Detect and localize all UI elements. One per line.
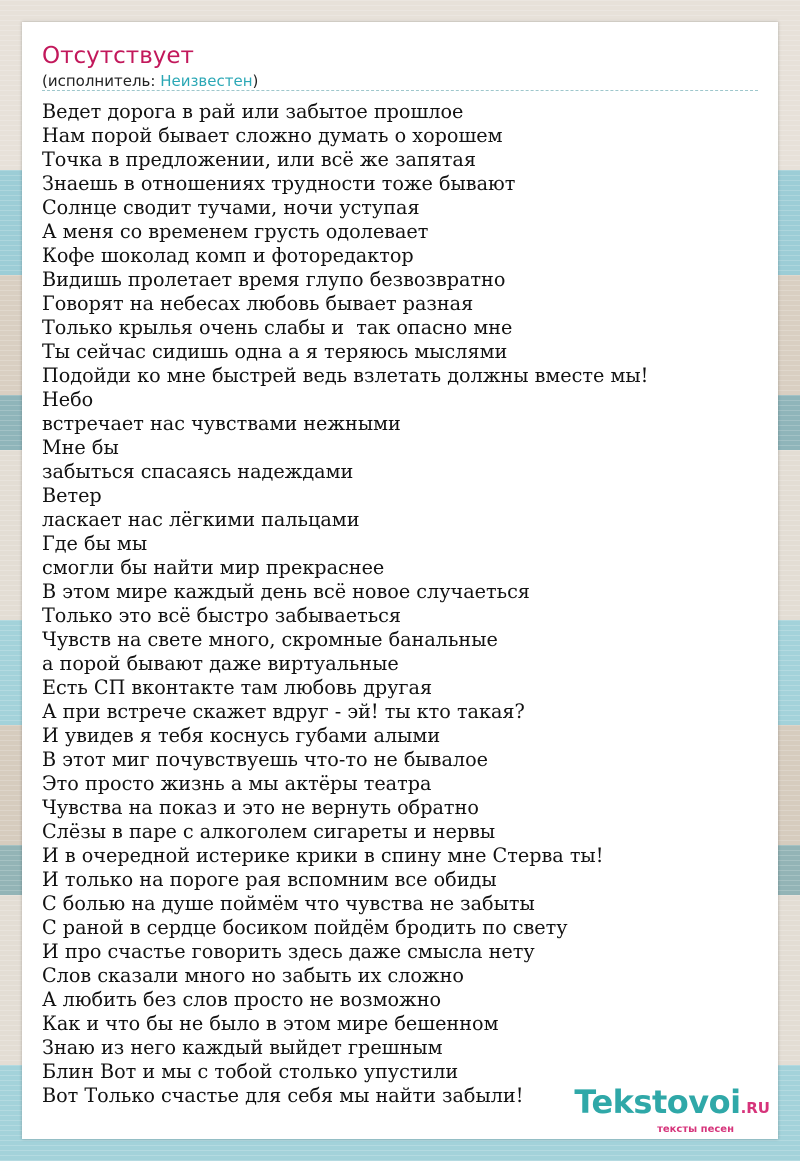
lyric-line: Как и что бы не было в этом мире бешенном xyxy=(42,1012,499,1035)
lyric-line: Мне бы xyxy=(42,436,119,459)
lyric-line: Только это всё быстро забываеться xyxy=(42,604,401,627)
logo-main-text: Tekstovoi xyxy=(574,1083,741,1121)
lyric-line: Блин Вот и мы с тобой столько упустили xyxy=(42,1060,459,1083)
lyric-line: Точка в предложении, или всё же запятая xyxy=(42,148,476,171)
lyric-line: Чувств на свете много, скромные банальные xyxy=(42,628,498,651)
lyric-line: В этом мире каждый день всё новое случаеться xyxy=(42,580,530,603)
lyric-line: Чувства на показ и это не вернуть обратно xyxy=(42,796,479,819)
lyric-line: встречает нас чувствами нежными xyxy=(42,412,401,435)
lyric-line: забыться спасаясь надеждами xyxy=(42,460,354,483)
logo-wordmark xyxy=(560,1085,770,1125)
lyric-line: Только крылья очень слабы и так опасно мне xyxy=(42,316,513,339)
lyric-line: А меня со временем грусть одолевает xyxy=(42,220,429,243)
lyric-line: Небо xyxy=(42,388,94,411)
lyric-line: смогли бы найти мир прекраснее xyxy=(42,556,385,579)
lyric-line: А при встрече скажет вдруг - эй! ты кто такая? xyxy=(42,700,525,723)
artist-link[interactable]: Неизвестен xyxy=(160,72,253,90)
artist-prefix: (исполнитель: xyxy=(42,72,161,90)
lyric-line: И про счастье говорить здесь даже смысла нету xyxy=(42,940,535,963)
lyric-line: А любить без слов просто не возможно xyxy=(42,988,442,1011)
artist-suffix: ) xyxy=(252,72,259,90)
lyric-line: Нам порой бывает сложно думать о хорошем xyxy=(42,124,503,147)
logo-subtitle: тексты песен xyxy=(657,1124,734,1135)
lyric-line: Ветер xyxy=(42,484,102,507)
tekstovoi-logo[interactable] xyxy=(560,1083,770,1135)
lyric-line: И увидев я тебя коснусь губами алыми xyxy=(42,724,441,747)
lyric-line: Ты сейчас сидишь одна а я теряюсь мыслями xyxy=(42,340,508,363)
lyric-line: Знаешь в отношениях трудности тоже бывают xyxy=(42,172,516,195)
lyric-line: С раной в сердце босиком пойдём бродить по свету xyxy=(42,916,568,939)
lyric-line: В этот миг почувствуешь что-то не бывалое xyxy=(42,748,489,771)
lyric-line: Видишь пролетает время глупо безвозвратно xyxy=(42,268,506,291)
lyric-line: Это просто жизнь а мы актёры театра xyxy=(42,772,432,795)
lyric-line: Ведет дорога в рай или забытое прошлое xyxy=(42,100,464,123)
artist-line xyxy=(42,71,258,91)
lyric-line: Говорят на небесах любовь бывает разная xyxy=(42,292,474,315)
lyric-line: И только на пороге рая вспомним все обиды xyxy=(42,868,497,891)
lyric-line: Кофе шоколад комп и фоторедактор xyxy=(42,244,414,267)
logo-tld: .RU xyxy=(740,1099,770,1117)
lyric-line: Слов сказали много но забыть их сложно xyxy=(42,964,464,987)
lyrics-card xyxy=(22,22,778,1139)
lyric-line: Подойди ко мне быстрей ведь взлетать должны вместе мы! xyxy=(42,364,649,387)
lyric-line: Знаю из него каждый выйдет грешным xyxy=(42,1036,443,1059)
lyric-line: Где бы мы xyxy=(42,532,148,555)
lyric-line: С болью на душе поймём что чувства не забыты xyxy=(42,892,535,915)
lyric-line: Слёзы в паре с алкоголем сигареты и нервы xyxy=(42,820,496,843)
song-title: Отсутствует xyxy=(42,43,194,69)
lyrics-text xyxy=(42,100,758,1108)
lyric-line: Солнце сводит тучами, ночи уступая xyxy=(42,196,420,219)
lyric-line: ласкает нас лёгкими пальцами xyxy=(42,508,360,531)
lyric-line: Есть СП вконтакте там любовь другая xyxy=(42,676,433,699)
title-divider xyxy=(42,90,758,91)
lyric-line: Вот Только счастье для себя мы найти забыли! xyxy=(42,1084,524,1107)
lyric-line: И в очередной истерике крики в спину мне Стерва ты! xyxy=(42,844,604,867)
lyric-line: а порой бывают даже виртуальные xyxy=(42,652,399,675)
